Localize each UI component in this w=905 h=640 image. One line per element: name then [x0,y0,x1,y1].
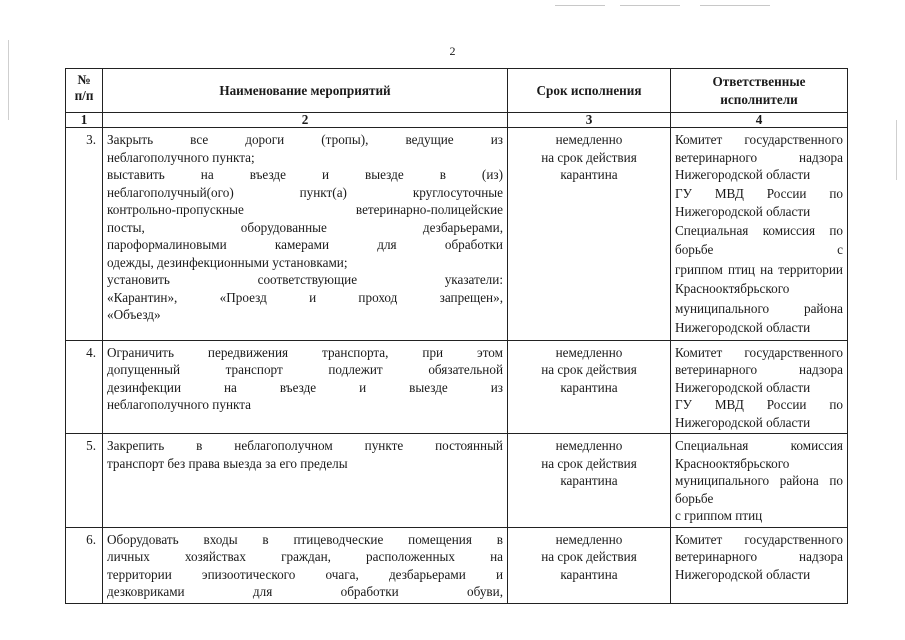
page-number: 2 [449,44,456,58]
responsible-line: Комитет государственного [675,132,843,147]
term-line: на срок действия [541,362,637,377]
action-cell [103,128,508,341]
action-line: посты, оборудованные дезбарьерами, [107,219,503,235]
term-line: карантина [560,167,618,182]
table-row [66,434,848,528]
responsible-line: ГУ МВД России по [675,397,843,412]
header-number-line2: п/п [74,88,94,103]
action-line: «Объезд» [107,307,161,322]
term-line: карантина [560,379,618,395]
responsible-line: ГУ МВД России по [675,185,843,201]
responsible-line: муниципального района [675,300,843,316]
term-line: на срок действия [541,455,637,471]
responsible-line: Нижегородской области [675,204,811,219]
table-header-row [66,69,848,113]
column-index: 4 [671,113,848,128]
column-index: 3 [508,113,671,128]
action-line: пароформалиновыми камерами для обработки [107,237,503,252]
action-cell [103,527,508,603]
header-action: Наименование мероприятий [103,69,508,113]
measures-table-container [65,68,847,604]
term-line: карантина [560,566,618,582]
row-number: 3. [66,128,103,341]
header-number-line1: № [77,72,91,87]
action-line: Закрепить в неблагополучном пункте постоянный [107,438,503,453]
term-line: на срок действия [541,549,637,564]
action-line: личных хозяйствах граждан, расположенных на [107,549,503,564]
term-line: немедленно [555,531,623,547]
responsible-line: Краснооктябрьского [675,455,790,471]
responsible-line: ветеринарного надзора [675,549,843,564]
table-row [66,527,848,603]
action-line: контрольно-пропускные ветеринарно-полицейские [107,202,503,217]
responsible-line: Нижегородской области [675,167,811,182]
action-line: неблагополучного пункта [107,397,252,412]
term-cell [508,434,671,528]
responsible-line: гриппом птиц на территории [675,261,843,277]
row-number: 5. [66,434,103,528]
responsible-line: Краснооктябрьского [675,281,790,296]
responsible-line: ветеринарного надзора [675,362,843,377]
action-cell [103,434,508,528]
responsible-line: Нижегородской области [675,414,811,430]
action-line: Оборудовать входы в птицеводческие помещения в [107,531,503,547]
action-line: допущенный транспорт подлежит обязательной [107,362,503,377]
header-responsible: Ответственные исполнители [671,69,848,113]
action-line: Закрыть все дороги (тропы), ведущие из [107,132,503,147]
table-row [66,340,848,434]
action-line: неблагополучного пункта; [107,149,255,165]
action-line: Ограничить передвижения транспорта, при этом [107,344,503,360]
term-line: немедленно [555,438,623,453]
header-term: Срок исполнения [508,69,671,113]
responsible-line: муниципального района по борьбе [675,473,843,506]
action-line: дезковриками для обработки обуви, [107,584,503,599]
responsible-line: с гриппом птиц [675,508,763,523]
responsible-cell [671,527,848,603]
column-index-row [66,113,848,128]
action-line: выставить на въезде и выезде в (из) [107,167,503,182]
responsible-line: Нижегородской области [675,320,811,335]
row-number: 6. [66,527,103,603]
responsible-line: Специальная комиссия по борьбе с [675,222,843,257]
responsible-line: Нижегородской области [675,379,811,395]
column-index: 1 [66,113,103,128]
responsible-line: Комитет государственного [675,531,843,547]
action-line: территории эпизоотического очага, дезбарьерами и [107,566,503,582]
action-line: установить соответствующие указатели: [107,272,503,287]
term-cell [508,128,671,341]
responsible-line: Комитет государственного [675,344,843,360]
term-line: на срок действия [541,149,637,165]
action-line: одежды, дезинфекционными установками; [107,254,348,270]
responsible-cell [671,128,848,341]
measures-table [65,68,848,604]
term-cell [508,340,671,434]
action-line: дезинфекции на въезде и выезде из [107,379,503,395]
responsible-line: Нижегородской области [675,566,811,582]
header-number [66,69,103,113]
row-number: 4. [66,340,103,434]
responsible-line: Специальная комиссия [675,438,843,453]
term-line: немедленно [555,344,623,360]
term-cell [508,527,671,603]
responsible-cell [671,434,848,528]
action-line: неблагополучный(ого) пункт(а) круглосуточные [107,184,503,200]
table-row [66,128,848,341]
responsible-cell [671,340,848,434]
action-cell [103,340,508,434]
column-index: 2 [103,113,508,128]
action-line: транспорт без права выезда за его пределы [107,455,348,471]
action-line: «Карантин», «Проезд и проход запрещен», [107,289,503,305]
responsible-line: ветеринарного надзора [675,149,843,165]
term-line: карантина [560,473,618,488]
term-line: немедленно [555,132,623,147]
